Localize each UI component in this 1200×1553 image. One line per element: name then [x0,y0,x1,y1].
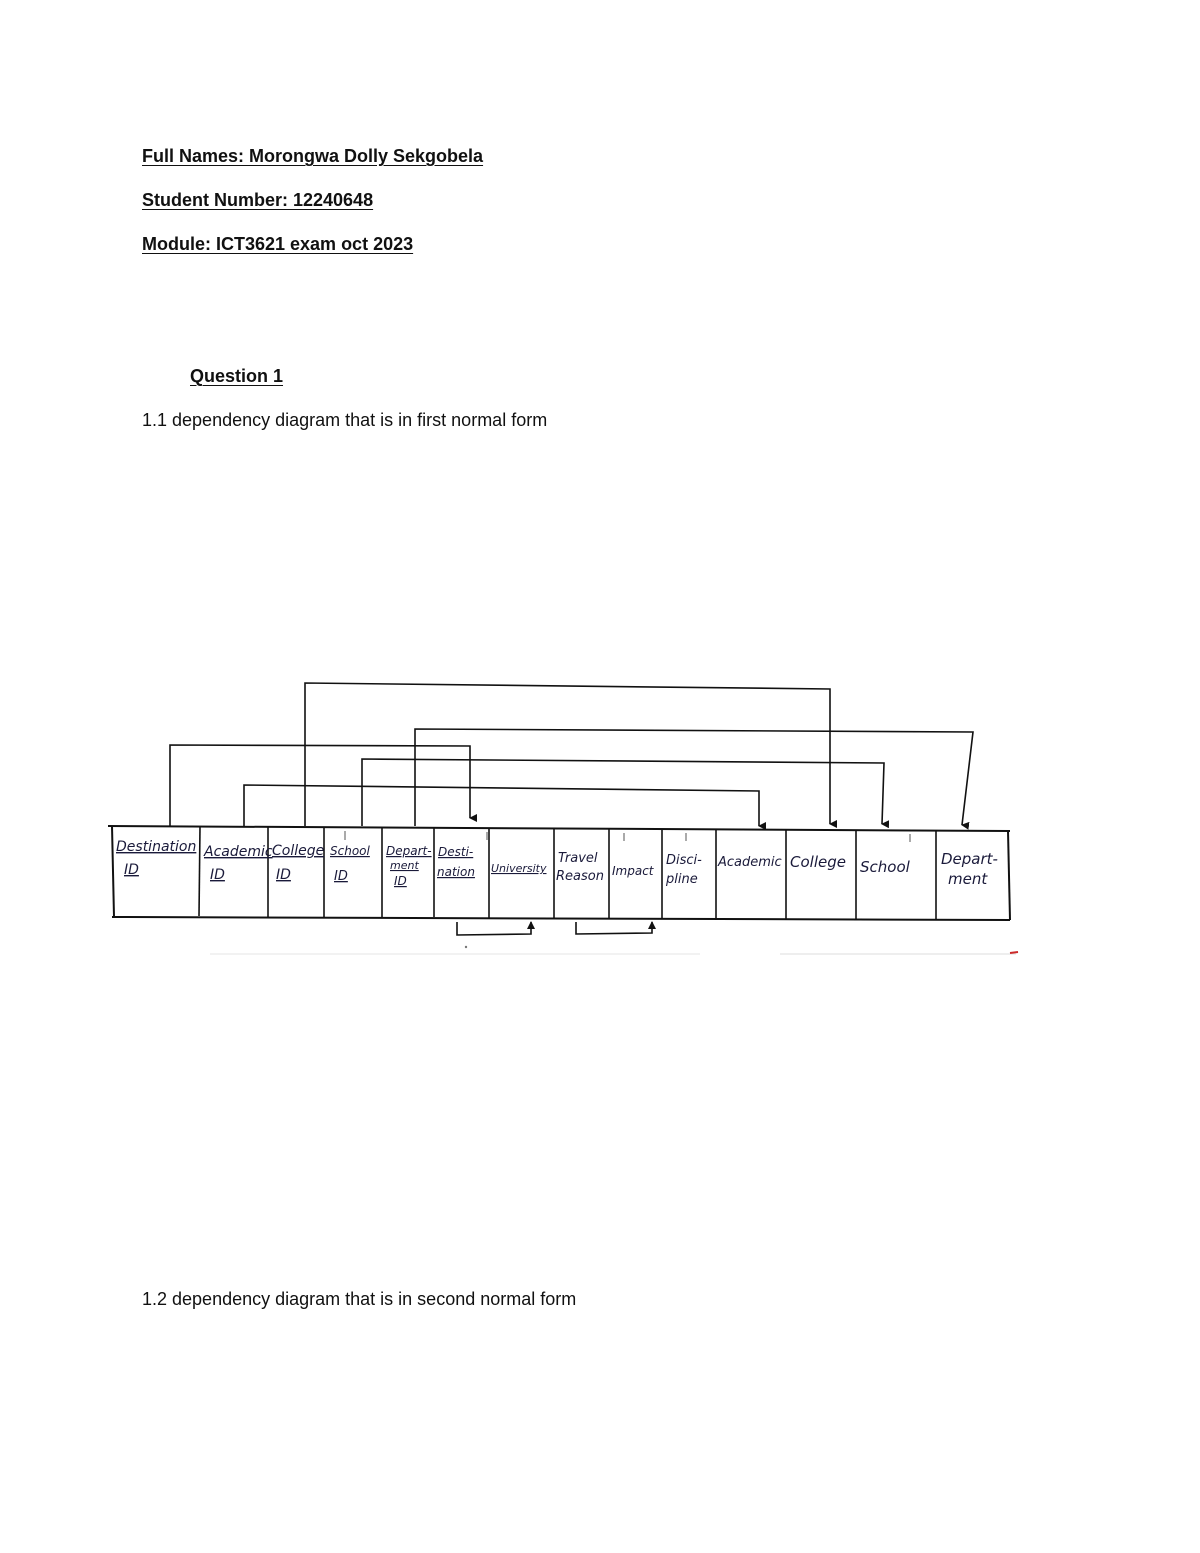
cell-school-id-line1: School [330,844,370,858]
cell-academic: Academic [718,855,782,870]
question-1-1: 1.1 dependency diagram that is in first normal form [142,410,548,430]
cell-department-line1: Depart- [941,850,998,868]
cell-destination-line1: Desti- [438,845,474,859]
cell-discipline-line1: Disci- [666,853,702,868]
question-title: Question 1 [190,366,284,386]
cell-academic-id-line2: ID [210,867,225,883]
cell-university: University [491,862,547,875]
dependency-diagram [0,660,1200,970]
question-1-2: 1.2 dependency diagram that is in second normal form [142,1289,577,1309]
cell-impact: Impact [612,864,654,878]
cell-travel-reason-line2: Reason [556,869,604,884]
cell-college: College [790,853,846,871]
cell-discipline-line2: pline [666,872,698,887]
cell-destination-id-line2: ID [124,862,139,878]
module: Module: ICT3621 exam oct 2023 [142,234,414,254]
full-names: Full Names: Morongwa Dolly Sekgobela [142,146,484,166]
cell-destination-line2: nation [437,865,475,879]
cell-school-id-line2: ID [334,869,348,884]
cell-school: School [860,858,910,876]
cell-department-line2: ment [948,870,988,888]
cell-destination-id-line1: Destination [116,839,197,855]
dependency-lines-top [170,683,973,826]
student-number: Student Number: 12240648 [142,190,374,210]
cell-college-id-line2: ID [276,867,291,883]
cell-department-id-line3: ID [394,874,407,888]
cell-travel-reason-line1: Travel [558,851,598,866]
cell-department-id-line2: ment [390,859,419,872]
cell-college-id-line1: College [272,843,325,859]
cell-academic-id-line1: Academic [204,844,273,860]
cell-department-id-line1: Depart- [386,844,432,858]
dependency-lines-bottom [457,922,652,935]
